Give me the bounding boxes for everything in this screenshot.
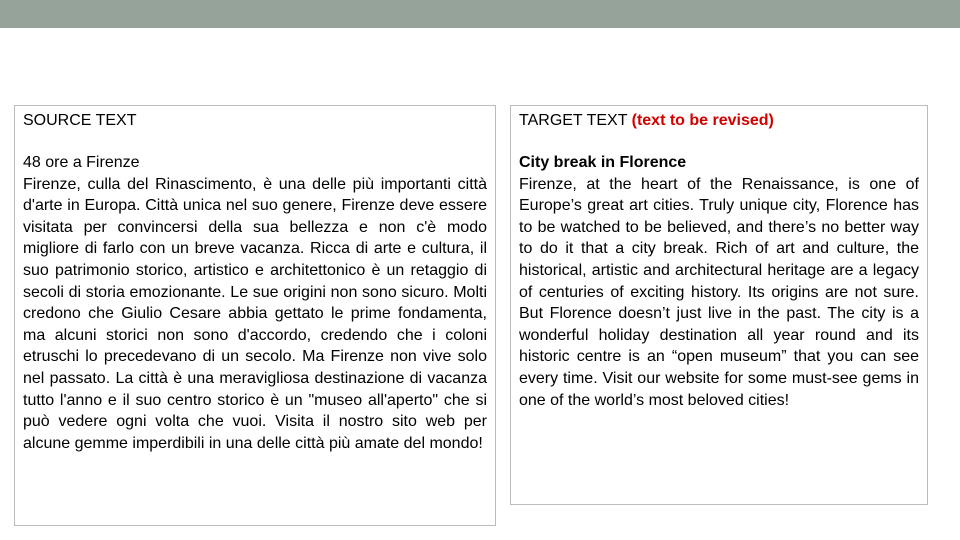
target-body: Firenze, at the heart of the Renaissance, is one of Europe’s great art cities. Truly unique city, Florence has to be watched to be believed, and there’s no better way to do it that a city break. Rich of art and culture, the historical, artistic and architectural heritage are a legacy of centuries of exciting history. Its origins are not sure. But Florence doesn’t just live in the past. The city is a wonderful holiday destination all year round and its historic centre is an “open museum” that you can see every time. Visit our website for some must-see gems in one of the world’s most beloved cities! xyxy=(519,175,919,409)
source-text-panel xyxy=(14,105,496,526)
source-title: 48 ore a Firenze xyxy=(23,154,140,171)
source-heading xyxy=(23,112,487,130)
source-heading-label: SOURCE TEXT xyxy=(23,112,137,129)
target-heading xyxy=(519,112,919,130)
target-title: City break in Florence xyxy=(519,154,687,171)
top-banner xyxy=(0,0,960,28)
target-text-panel xyxy=(510,105,928,505)
target-heading-label: TARGET TEXT xyxy=(519,112,628,129)
source-body: Firenze, culla del Rinascimento, è una delle più importanti città d'arte in Europa. Città unica nel suo genere, Firenze deve essere visitata per convincersi della sua bellezza e non c'è modo migliore di farlo con un breve vacanza. Ricca di arte e cultura, il suo patrimonio storico, artistico e architettonico è un retaggio di secoli di storia emozionante. Le sue origini non sono sicuro. Molti credono che Giulio Cesare abbia gettato le prime fondamenta, ma alcuni storici non sono d'accordo, credendo che i coloni etruschi lo precedevano di un secolo. Ma Firenze non vive solo nel passato. La città è una meravigliosa destinazione di vacanza tutto l'anno e il suo centro storico è un "museo all'aperto" che si può vedere ogni volta che vuoi. Visita il nostro sito web per alcune gemme imperdibili in una delle città più amate del mondo! xyxy=(23,175,487,452)
target-revision-note: (text to be revised) xyxy=(631,112,774,129)
